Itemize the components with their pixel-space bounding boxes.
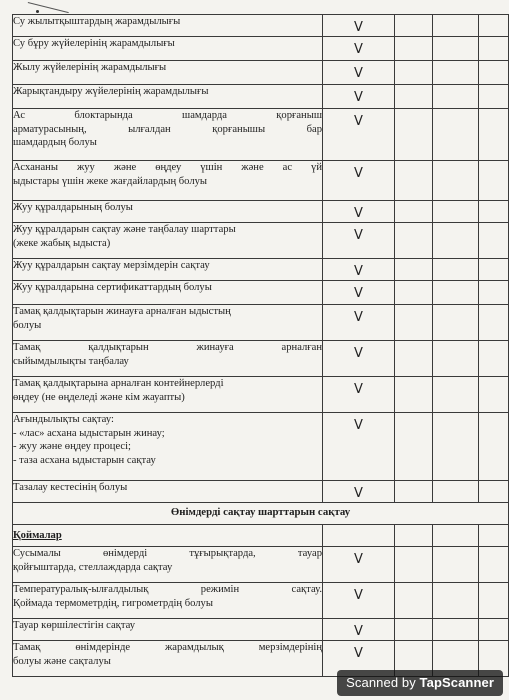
checklist-row (13, 481, 509, 503)
empty-cell (479, 583, 509, 619)
criterion-text-line: Жылу жүйелерінің жарамдылығы (13, 62, 167, 73)
empty-cell (433, 85, 479, 109)
criterion-text-line: Тауар көршілестігін сақтау (13, 620, 136, 631)
criterion-text-line: Жуу құралдарын сақтау және таңбалау шарттары (13, 224, 236, 235)
empty-cell (433, 37, 479, 61)
checklist-row (13, 223, 509, 259)
checkmark-icon: V (354, 286, 363, 301)
empty-cell (395, 305, 433, 341)
criterion-cell (13, 583, 323, 619)
compliance-cell (323, 281, 395, 305)
criterion-cell (13, 201, 323, 223)
compliance-cell (323, 61, 395, 85)
criterion-text-line: Қоймада термометрдің, гигрометрдің болуы (13, 597, 213, 609)
checklist-row (13, 109, 509, 161)
empty-cell (395, 201, 433, 223)
checklist-row (13, 547, 509, 583)
criterion-text-line: Тамақ қалдықтарын жинауға арналған ыдыстың (13, 306, 231, 317)
criterion-cell (13, 223, 323, 259)
empty-cell (433, 525, 479, 547)
empty-cell (395, 61, 433, 85)
checklist-row (13, 281, 509, 305)
empty-cell (395, 619, 433, 641)
checklist-row (13, 413, 509, 481)
criterion-cell (13, 503, 509, 525)
criterion-text-line: - жуу және өңдеу процесі; (13, 441, 132, 452)
criterion-text-line: Су жылытқыштардың жарамдылығы (13, 16, 181, 27)
compliance-cell (323, 413, 395, 481)
checklist-row (13, 37, 509, 61)
criterion-text-line: Тамақ қалдықтарын жинауға арналған (13, 342, 322, 353)
empty-cell (395, 85, 433, 109)
criterion-cell (13, 547, 323, 583)
empty-cell (479, 259, 509, 281)
criterion-text-line: - «лас» асхана ыдыстарын жинау; (13, 427, 165, 439)
empty-cell (479, 37, 509, 61)
empty-cell (479, 341, 509, 377)
criterion-text-line: Жуу құралдарына сертификаттардың болуы (13, 282, 212, 293)
empty-cell (395, 259, 433, 281)
checkmark-icon: V (354, 310, 363, 325)
criterion-text-line: шамдардың болуы (13, 137, 97, 148)
empty-cell (433, 109, 479, 161)
criterion-cell (13, 641, 323, 677)
empty-cell (433, 481, 479, 503)
criterion-cell (13, 37, 323, 61)
empty-cell (433, 583, 479, 619)
empty-cell (395, 37, 433, 61)
empty-cell (433, 547, 479, 583)
empty-cell (479, 15, 509, 37)
empty-cell (433, 161, 479, 201)
criterion-text-line: Ағындылықты сақтау: (13, 414, 114, 425)
criterion-cell (13, 161, 323, 201)
empty-cell (479, 305, 509, 341)
compliance-cell (323, 377, 395, 413)
checkmark-icon: V (354, 66, 363, 81)
subsection-row (13, 525, 509, 547)
criterion-text-line: Тамақ қалдықтарына арналған контейнерлерді (13, 378, 224, 389)
empty-cell (479, 161, 509, 201)
checklist-row (13, 201, 509, 223)
criterion-cell (13, 259, 323, 281)
checklist-row (13, 161, 509, 201)
criterion-text-line: ыдыстары үшін жеке жағдайлардың болуы (13, 175, 208, 187)
checkmark-icon: V (354, 166, 363, 181)
criterion-cell (13, 305, 323, 341)
watermark-prefix: Scanned by (346, 675, 416, 690)
checkmark-icon: V (354, 42, 363, 57)
empty-cell (395, 341, 433, 377)
empty-cell (479, 481, 509, 503)
checklist-row (13, 85, 509, 109)
empty-cell (433, 305, 479, 341)
empty-cell (433, 341, 479, 377)
empty-cell (395, 583, 433, 619)
checkmark-icon: V (354, 20, 363, 35)
criterion-cell (13, 413, 323, 481)
compliance-cell (323, 525, 395, 547)
empty-cell (433, 15, 479, 37)
empty-cell (479, 377, 509, 413)
empty-cell (479, 547, 509, 583)
compliance-cell (323, 341, 395, 377)
compliance-cell (323, 201, 395, 223)
empty-cell (479, 525, 509, 547)
empty-cell (433, 223, 479, 259)
empty-cell (395, 223, 433, 259)
criterion-cell (13, 85, 323, 109)
criterion-text-line: өңдеу (не өңделеді және кім жауапты) (13, 391, 185, 403)
checkmark-icon: V (354, 588, 363, 603)
criterion-text-line: Температуралық-ылғалдылық режимін сақтау. (13, 584, 322, 595)
checkmark-icon: V (354, 346, 363, 361)
criterion-text-line: Тазалау кестесінің болуы (13, 482, 128, 493)
empty-cell (479, 61, 509, 85)
criterion-text-line: болуы (13, 319, 42, 331)
checkmark-icon: V (354, 646, 363, 661)
checkmark-icon: V (354, 552, 363, 567)
criterion-text-line: Сусымалы өнімдерді тұғырықтарда, тауар (13, 548, 322, 559)
checklist-row (13, 259, 509, 281)
section-heading-row (13, 503, 509, 525)
checklist-row (13, 341, 509, 377)
criterion-cell (13, 377, 323, 413)
criterion-text-line: сыйымдылықты таңбалау (13, 355, 129, 367)
empty-cell (395, 161, 433, 201)
criterion-text-line: Тамақ өнімдерінде жарамдылық мерзімдерінің (13, 642, 322, 653)
empty-cell (433, 413, 479, 481)
checklist-row (13, 61, 509, 85)
criterion-cell (13, 481, 323, 503)
criterion-cell (13, 281, 323, 305)
checkmark-icon: V (354, 228, 363, 243)
compliance-cell (323, 305, 395, 341)
empty-cell (479, 619, 509, 641)
empty-cell (479, 109, 509, 161)
criterion-text-line: қойғыштарда, стеллаждарда сақтау (13, 561, 173, 573)
checkmark-icon: V (354, 90, 363, 105)
checkmark-icon: V (354, 382, 363, 397)
compliance-cell (323, 259, 395, 281)
checkmark-icon: V (354, 418, 363, 433)
criterion-text-line: Ас блоктарында шамдарда қорғаныш (13, 110, 322, 121)
checkmark-icon: V (354, 206, 363, 221)
checkmark-icon: V (354, 264, 363, 279)
compliance-cell (323, 109, 395, 161)
compliance-cell (323, 37, 395, 61)
criterion-text-line: Жарықтандыру жүйелерінің жарамдылығы (13, 86, 209, 97)
checklist-row (13, 619, 509, 641)
criterion-cell (13, 61, 323, 85)
empty-cell (433, 619, 479, 641)
empty-cell (479, 201, 509, 223)
checklist-table (12, 14, 509, 677)
empty-cell (395, 525, 433, 547)
checkmark-icon: V (354, 486, 363, 501)
criterion-text-line: - таза асхана ыдыстарын сақтау (13, 454, 156, 466)
criterion-text-line: болуы және сақталуы (13, 655, 111, 667)
compliance-cell (323, 619, 395, 641)
checkmark-icon: V (354, 624, 363, 639)
empty-cell (433, 259, 479, 281)
criterion-text-line: Жуу құралдарының болуы (13, 202, 133, 213)
compliance-cell (323, 161, 395, 201)
empty-cell (395, 413, 433, 481)
checkmark-icon: V (354, 114, 363, 129)
checklist-row (13, 377, 509, 413)
criterion-cell (13, 109, 323, 161)
empty-cell (395, 481, 433, 503)
compliance-cell (323, 15, 395, 37)
empty-cell (433, 377, 479, 413)
compliance-cell (323, 583, 395, 619)
checklist-row (13, 583, 509, 619)
empty-cell (479, 223, 509, 259)
empty-cell (395, 377, 433, 413)
criterion-text-line: Жуу құралдарын сақтау мерзімдерін сақтау (13, 260, 210, 271)
empty-cell (395, 281, 433, 305)
criterion-cell (13, 619, 323, 641)
empty-cell (479, 85, 509, 109)
criterion-text-line: (жеке жабық ыдыста) (13, 237, 111, 249)
empty-cell (433, 281, 479, 305)
criterion-cell (13, 341, 323, 377)
empty-cell (479, 281, 509, 305)
empty-cell (479, 413, 509, 481)
compliance-cell (323, 85, 395, 109)
scan-artifact-dot (36, 10, 39, 13)
compliance-cell (323, 547, 395, 583)
criterion-text-line: Асхананы жуу және өңдеу үшін және ас үй (13, 162, 322, 173)
empty-cell (433, 61, 479, 85)
criterion-text-line: Өнімдерді сақтау шарттарын сақтау (170, 506, 351, 518)
scanner-watermark (337, 670, 503, 696)
criterion-text-line: Қоймалар (13, 530, 62, 541)
empty-cell (395, 547, 433, 583)
checklist-row (13, 15, 509, 37)
empty-cell (395, 15, 433, 37)
criterion-cell (13, 525, 323, 547)
watermark-brand: TapScanner (419, 675, 494, 690)
compliance-cell (323, 481, 395, 503)
criterion-text-line: арматурасының, ылғалдан қорғанышы бар (13, 123, 322, 135)
empty-cell (395, 109, 433, 161)
compliance-cell (323, 223, 395, 259)
criterion-cell (13, 15, 323, 37)
empty-cell (433, 201, 479, 223)
criterion-text-line: Су бұру жүйелерінің жарамдылығы (13, 38, 175, 49)
checklist-row (13, 305, 509, 341)
